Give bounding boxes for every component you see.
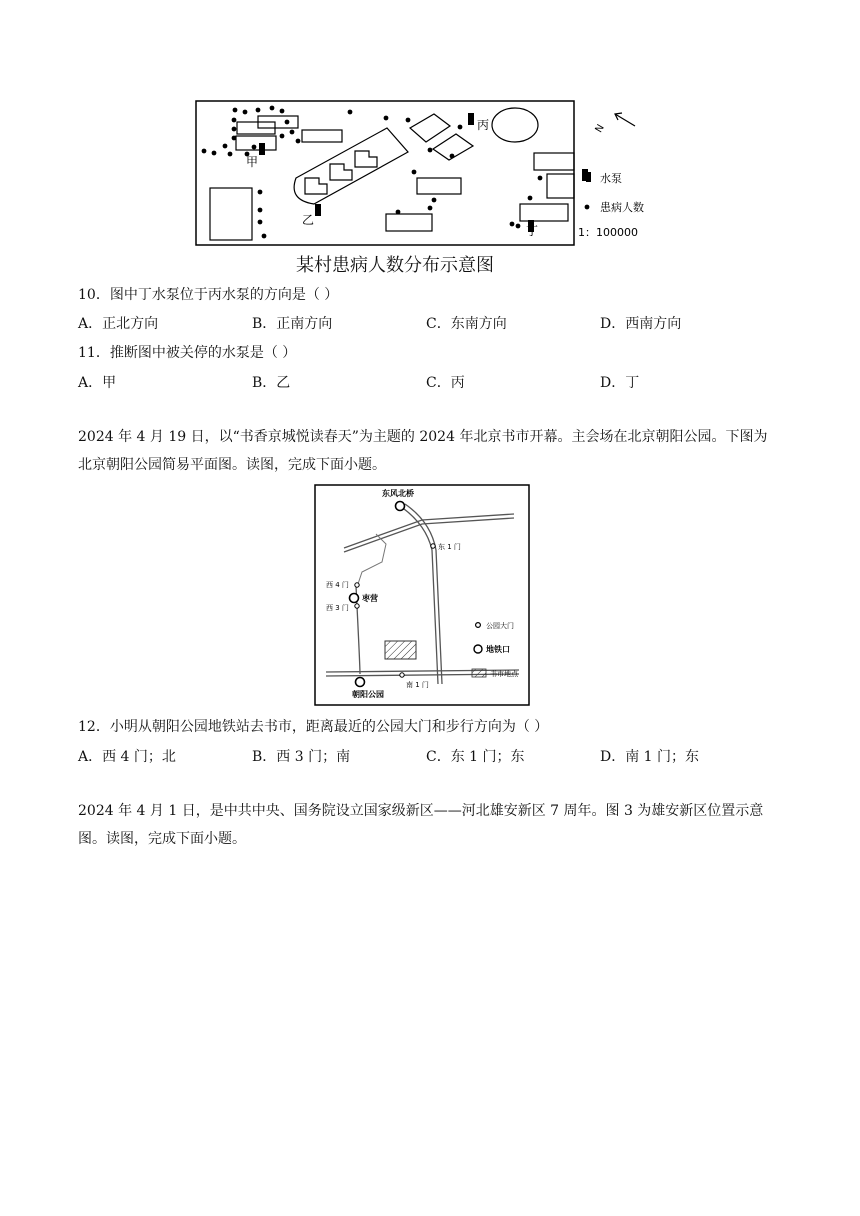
village-map [190,96,690,248]
label-bing: 丙 [477,118,490,132]
park-map [314,484,530,706]
q12-option-b[interactable]: B．西 3 门；南 [252,749,351,765]
q11-option-b[interactable]: B．乙 [252,375,291,391]
q10-option-b[interactable]: B．正南方向 [252,316,333,332]
legend-gate: 公园大门 [486,622,514,630]
legend-pump: 水泵 [600,172,622,185]
label-zaoying: 枣营 [362,594,378,603]
q10-stem: 10．图中丁水泵位于丙水泵的方向是（ ） [78,287,339,303]
fig1-caption: 某村患病人数分布示意图 [296,255,494,276]
q12-stem: 12．小明从朝阳公园地铁站去书市，距离最近的公园大门和步行方向为（ ） [78,719,549,735]
passage-xiongan: 2024 年 4 月 1 日，是中共中央、国务院设立国家级新区——河北雄安新区 7 周年。图 3 为雄安新区位置示意图。读图，完成下面小题。 [78,803,764,847]
scale-label: 1：100000 [578,226,638,239]
q10-option-c[interactable]: C．东南方向 [426,316,507,332]
label-west3: 西 3 门 [326,604,349,612]
label-jia: 甲 [246,155,259,169]
legend-bookfair: 书市地点 [490,670,518,678]
label-south1: 南 1 门 [406,681,429,689]
q11-option-c[interactable]: C．丙 [426,375,465,391]
north-label: N [593,122,607,135]
label-chaoyang-park: 朝阳公园 [352,690,384,699]
q11-stem: 11．推断图中被关停的水泵是（ ） [78,345,297,361]
label-yi: 乙 [302,213,315,227]
q11-option-a[interactable]: A．甲 [78,375,117,391]
label-ding: 丁 [526,224,539,238]
q10-option-a[interactable]: A．正北方向 [78,316,159,332]
label-east1: 东 1 门 [438,543,461,551]
label-west4: 西 4 门 [326,581,349,589]
q11-option-d[interactable]: D．丁 [600,375,640,391]
q12-option-c[interactable]: C．东 1 门；东 [426,749,525,765]
legend-subway: 地铁口 [486,645,510,654]
legend-patients: 患病人数 [600,201,644,214]
label-dongfengbeiqiao: 东风北桥 [382,489,414,498]
passage-bookfair: 2024 年 4 月 19 日，以“书香京城悦读春天”为主题的 2024 年北京书市开幕。主会场在北京朝阳公园。下图为北京朝阳公园简易平面图。读图，完成下面小题。 [78,429,768,473]
q12-option-a[interactable]: A．西 4 门；北 [78,749,176,765]
q12-option-d[interactable]: D．南 1 门；东 [600,749,700,765]
q10-option-d[interactable]: D．西南方向 [600,316,682,332]
